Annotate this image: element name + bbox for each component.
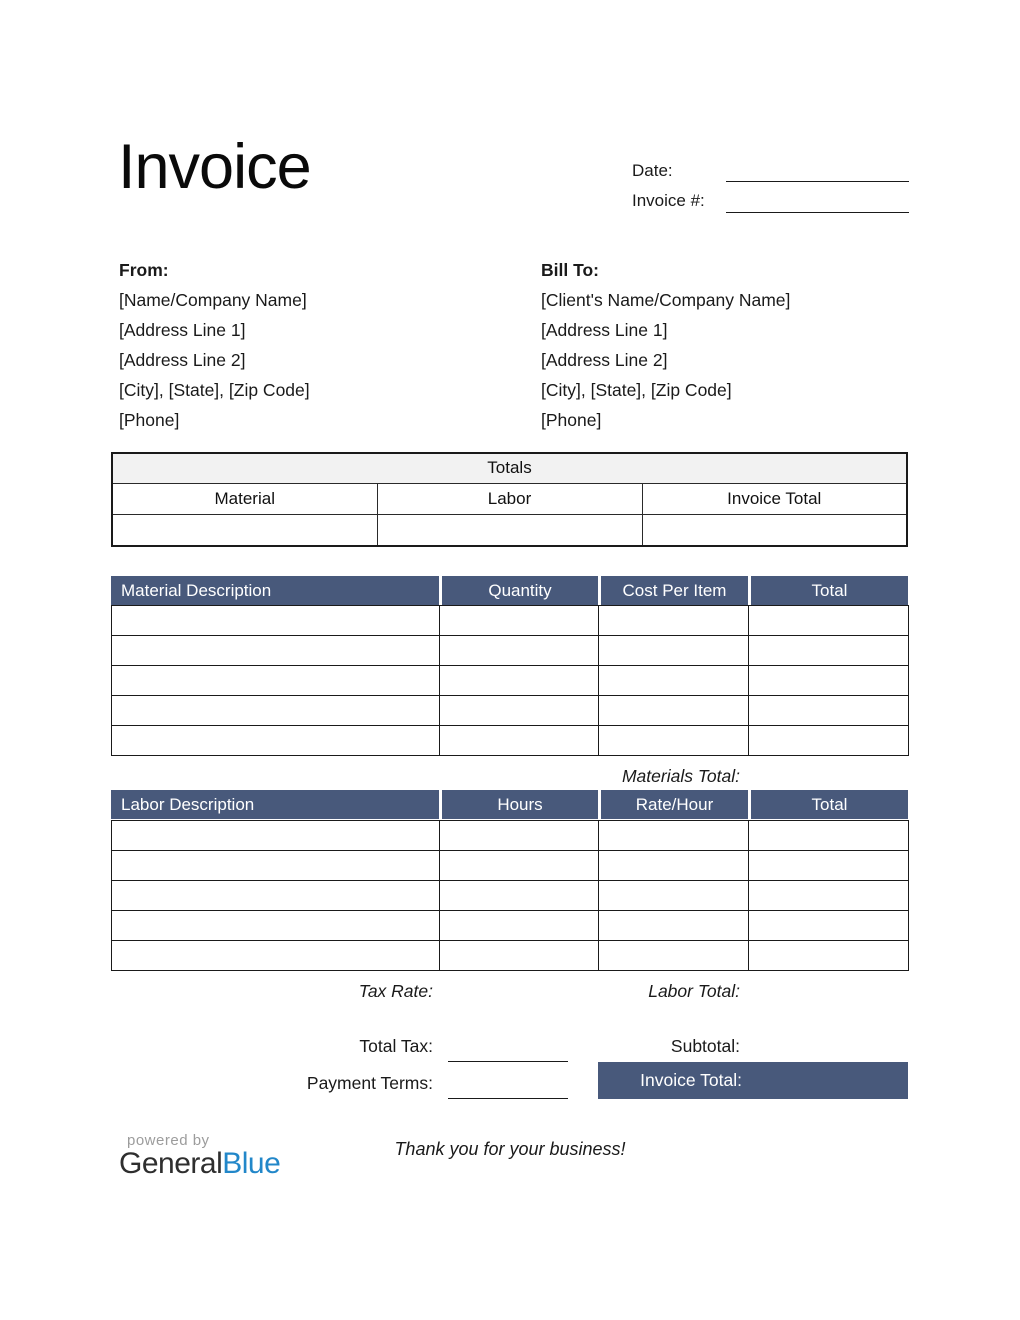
- totals-table: [111, 452, 908, 547]
- table-row: [112, 821, 909, 851]
- tax-rate-label: Tax Rate:: [358, 981, 433, 1001]
- materials-cell[interactable]: [112, 696, 440, 726]
- labor-cell[interactable]: [749, 941, 909, 971]
- materials-cell[interactable]: [749, 666, 909, 696]
- materials-cell[interactable]: [112, 726, 440, 756]
- materials-cell[interactable]: [112, 636, 440, 666]
- table-row: [112, 636, 909, 666]
- invoice-number-input-line[interactable]: [726, 212, 909, 213]
- thank-you-message: Thank you for your business!: [394, 1139, 626, 1159]
- materials-col-total: Total: [748, 576, 908, 605]
- page-title: Invoice: [118, 132, 311, 202]
- table-row: [112, 726, 909, 756]
- payment-terms-input-line[interactable]: [448, 1098, 568, 1099]
- materials-cell[interactable]: [749, 606, 909, 636]
- materials-cell[interactable]: [440, 606, 599, 636]
- labor-cell[interactable]: [440, 881, 599, 911]
- table-row: [112, 941, 909, 971]
- materials-cell[interactable]: [599, 696, 749, 726]
- materials-col-cost-per-item: Cost Per Item: [598, 576, 748, 605]
- bill-to-name: [Client's Name/Company Name]: [541, 290, 791, 310]
- materials-cell[interactable]: [112, 666, 440, 696]
- labor-col-hours: Hours: [439, 790, 598, 819]
- logo-general-text: General: [119, 1147, 223, 1180]
- labor-col-description: Labor Description: [121, 794, 255, 814]
- bill-to-address-1: [Address Line 1]: [541, 320, 668, 340]
- materials-cell[interactable]: [440, 726, 599, 756]
- invoice-total-label: Invoice Total:: [640, 1070, 742, 1090]
- table-row: [112, 606, 909, 636]
- totals-col-invoice-total: Invoice Total: [642, 483, 907, 514]
- labor-cell[interactable]: [599, 821, 749, 851]
- from-phone: [Phone]: [119, 410, 180, 430]
- from-label: From:: [119, 260, 169, 280]
- totals-col-labor: Labor: [377, 483, 642, 514]
- labor-cell[interactable]: [440, 821, 599, 851]
- totals-invoice-total-value[interactable]: [642, 514, 907, 546]
- materials-col-quantity: Quantity: [439, 576, 598, 605]
- from-block: [119, 255, 310, 435]
- materials-cell[interactable]: [440, 696, 599, 726]
- general-blue-logo: [119, 1147, 280, 1181]
- table-row: [112, 666, 909, 696]
- labor-cell[interactable]: [112, 881, 440, 911]
- materials-cell[interactable]: [749, 726, 909, 756]
- powered-by-text: powered by: [127, 1132, 210, 1149]
- bill-to-address-2: [Address Line 2]: [541, 350, 668, 370]
- labor-cell[interactable]: [112, 851, 440, 881]
- materials-total-label: Materials Total:: [621, 766, 740, 786]
- from-address-1: [Address Line 1]: [119, 320, 246, 340]
- labor-cell[interactable]: [749, 881, 909, 911]
- table-row: [112, 911, 909, 941]
- materials-col-description: Material Description: [121, 580, 272, 600]
- labor-cell[interactable]: [749, 911, 909, 941]
- invoice-number-label: Invoice #:: [632, 191, 705, 210]
- labor-cell[interactable]: [112, 911, 440, 941]
- from-name: [Name/Company Name]: [119, 290, 307, 310]
- labor-cell[interactable]: [440, 851, 599, 881]
- materials-cell[interactable]: [599, 636, 749, 666]
- labor-cell[interactable]: [599, 911, 749, 941]
- payment-terms-label: Payment Terms:: [306, 1073, 433, 1093]
- labor-cell[interactable]: [440, 911, 599, 941]
- materials-cell[interactable]: [112, 606, 440, 636]
- labor-col-rate-hour: Rate/Hour: [598, 790, 748, 819]
- table-row: [112, 881, 909, 911]
- labor-table: [111, 820, 909, 971]
- labor-total-label: Labor Total:: [648, 981, 740, 1001]
- materials-table: [111, 605, 909, 756]
- bill-to-label: Bill To:: [541, 260, 599, 280]
- materials-cell[interactable]: [749, 696, 909, 726]
- materials-cell[interactable]: [599, 606, 749, 636]
- total-tax-label: Total Tax:: [359, 1036, 433, 1056]
- materials-cell[interactable]: [599, 666, 749, 696]
- labor-cell[interactable]: [599, 881, 749, 911]
- labor-cell[interactable]: [112, 941, 440, 971]
- labor-cell[interactable]: [440, 941, 599, 971]
- materials-cell[interactable]: [440, 636, 599, 666]
- bill-to-block: [541, 255, 790, 435]
- labor-cell[interactable]: [749, 821, 909, 851]
- total-tax-input-line[interactable]: [448, 1061, 568, 1062]
- labor-cell[interactable]: [599, 941, 749, 971]
- table-row: [112, 696, 909, 726]
- labor-table-header: [111, 790, 908, 819]
- totals-col-material: Material: [112, 483, 377, 514]
- logo-blue-text: Blue: [222, 1147, 281, 1180]
- totals-labor-value[interactable]: [377, 514, 642, 546]
- materials-cell[interactable]: [599, 726, 749, 756]
- bill-to-city-state-zip: [City], [State], [Zip Code]: [541, 380, 732, 400]
- materials-cell[interactable]: [440, 666, 599, 696]
- from-address-2: [Address Line 2]: [119, 350, 246, 370]
- date-label: Date:: [632, 161, 673, 180]
- bill-to-phone: [Phone]: [541, 410, 602, 430]
- labor-cell[interactable]: [599, 851, 749, 881]
- totals-table-title: Totals: [112, 453, 907, 483]
- invoice-total-box: [598, 1062, 908, 1099]
- labor-cell[interactable]: [112, 821, 440, 851]
- labor-cell[interactable]: [749, 851, 909, 881]
- from-city-state-zip: [City], [State], [Zip Code]: [119, 380, 310, 400]
- materials-cell[interactable]: [749, 636, 909, 666]
- date-input-line[interactable]: [726, 181, 909, 182]
- totals-material-value[interactable]: [112, 514, 377, 546]
- materials-table-header: [111, 576, 908, 605]
- table-row: [112, 851, 909, 881]
- subtotal-label: Subtotal:: [670, 1036, 740, 1056]
- labor-col-total: Total: [748, 790, 908, 819]
